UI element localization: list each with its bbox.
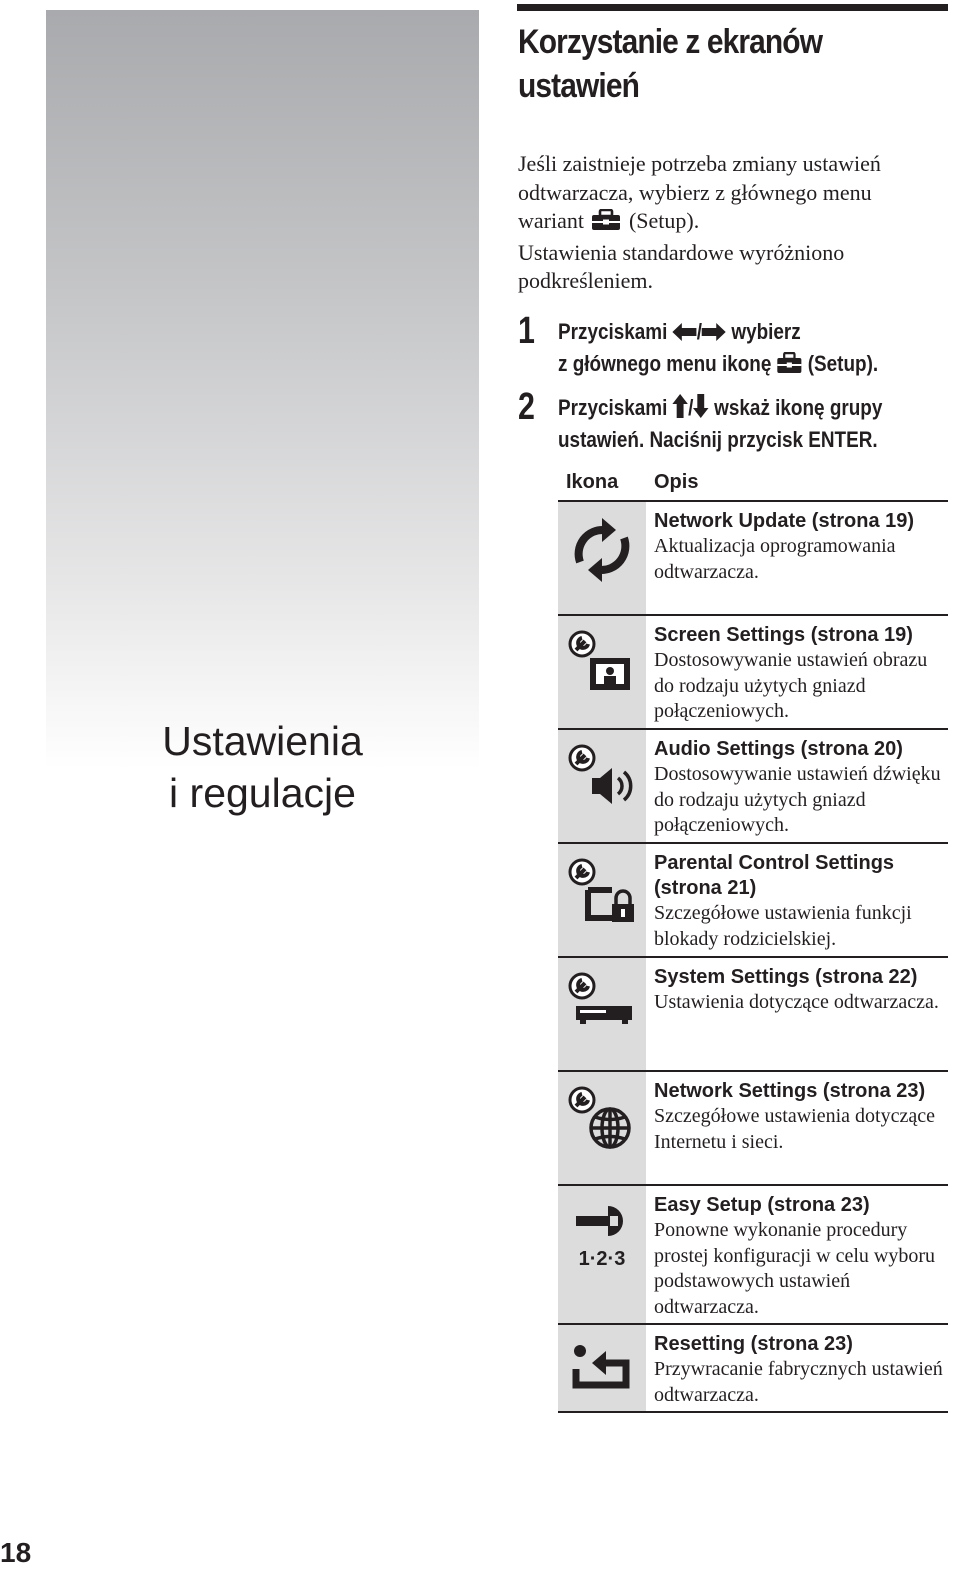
intro-paragraph: Jeśli zaistnieje potrzeba zmiany ustawień odtwarzacza, wybierz z głównego menu wariant (Setup). Ustawienia standardowe wyróżniono podkreśleniem. [518, 151, 881, 293]
page-number: 18 [0, 1537, 32, 1568]
easy-setup-label: 1·2·3 [578, 1248, 626, 1270]
toolbox-icon [777, 351, 803, 376]
network-settings-icon [568, 1086, 636, 1154]
table-row: 1·2·3 Easy Setup (strona 23) Ponowne wykonanie procedury prostej konfiguracji w celu wyboru podstawowych ustawień odtwarzacza. [558, 1186, 948, 1325]
table-row: Resetting (strona 23) Przywracanie fabrycznych ustawień odtwarzacza. [558, 1325, 948, 1413]
section-label: Ustawienia i regulacje [162, 718, 363, 816]
step-number: 1 [518, 310, 535, 352]
audio-settings-icon [568, 744, 636, 812]
screen-settings-icon [568, 630, 636, 698]
resetting-icon [568, 1339, 636, 1399]
system-settings-icon [568, 972, 636, 1040]
page-title: Korzystanie z ekranów ustawień [518, 23, 823, 105]
left-arrow-icon [673, 319, 697, 344]
step-number: 2 [518, 386, 535, 428]
table-header: Ikona Opis [558, 466, 948, 502]
parental-control-icon [568, 858, 636, 926]
toolbox-icon [591, 209, 621, 239]
easy-setup-icon [568, 1200, 636, 1240]
table-row: Network Settings (strona 23) Szczegółowe ustawienia dotyczące Internetu i sieci. [558, 1072, 948, 1186]
section-tab-background [46, 10, 479, 770]
title-rule [517, 4, 948, 11]
table-row: System Settings (strona 22) Ustawienia dotyczące odtwarzacza. [558, 958, 948, 1072]
up-arrow-icon [673, 395, 688, 420]
table-row: Network Update (strona 19) Aktualizacja oprogramowania odtwarzacza. [558, 502, 948, 616]
table-row: Audio Settings (strona 20) Dostosowywanie ustawień dźwięku do rodzaju użytych gniazd połączeniowych. [558, 730, 948, 844]
down-arrow-icon [693, 395, 708, 420]
settings-table [558, 466, 948, 1413]
right-arrow-icon [702, 319, 726, 344]
table-row: Screen Settings (strona 19) Dostosowywanie ustawień obrazu do rodzaju użytych gniazd połączeniowych. [558, 616, 948, 730]
table-row: Parental Control Settings (strona 21) Szczegółowe ustawienia funkcji blokady rodzicielskiej. [558, 844, 948, 958]
network-update-icon [568, 516, 636, 584]
